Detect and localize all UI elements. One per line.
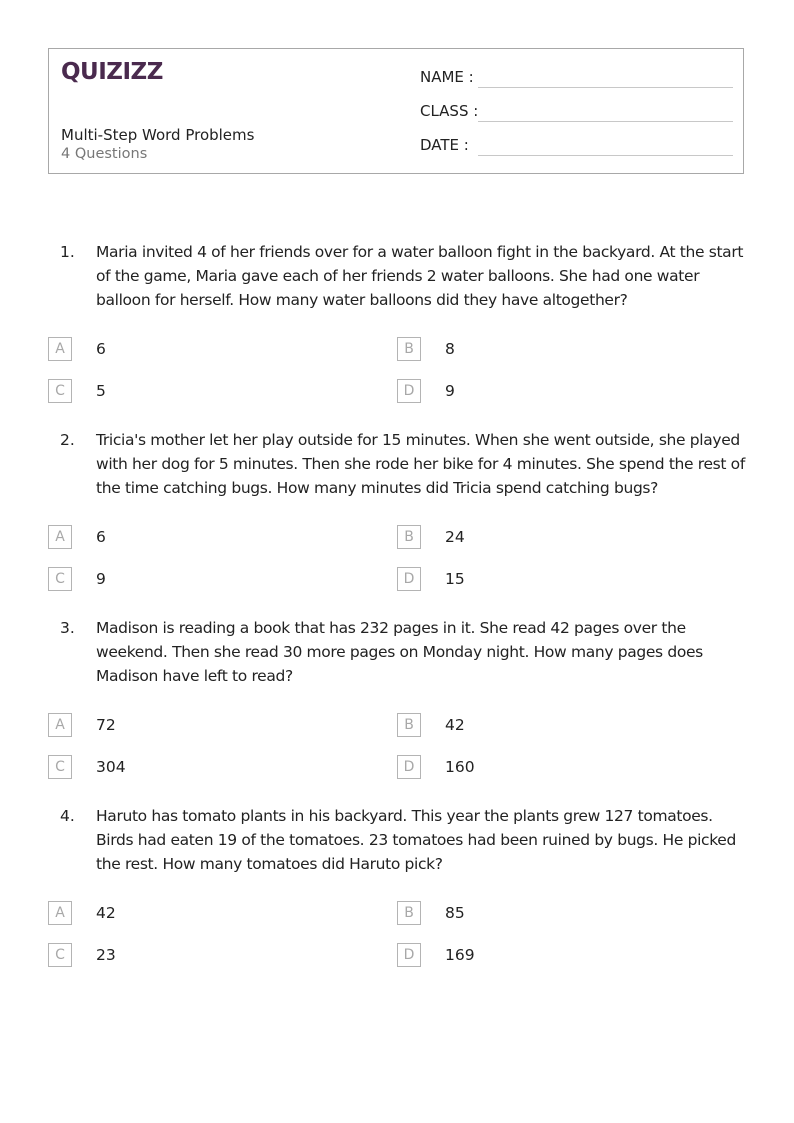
option-text: 8 — [445, 340, 455, 358]
option-text: 23 — [96, 946, 116, 964]
option-text: 24 — [445, 528, 465, 546]
option-text: 42 — [445, 716, 465, 734]
option-letter[interactable]: A — [48, 901, 72, 925]
option-text: 72 — [96, 716, 116, 734]
q4-option-d[interactable] — [397, 943, 697, 967]
name-field[interactable] — [420, 68, 733, 90]
option-text: 9 — [96, 570, 106, 588]
option-text: 5 — [96, 382, 106, 400]
q1-option-d[interactable] — [397, 379, 697, 403]
class-field[interactable] — [420, 102, 733, 124]
worksheet-title: Multi-Step Word Problems — [61, 126, 255, 144]
q4-option-b[interactable] — [397, 901, 697, 925]
date-label: DATE : — [420, 136, 469, 154]
option-letter[interactable]: D — [397, 755, 421, 779]
option-letter[interactable]: A — [48, 713, 72, 737]
q4-option-c[interactable] — [48, 943, 348, 967]
question-text: Maria invited 4 of her friends over for a water balloon fight in the backyard. At the start of the game, Maria gave each of her friends 2 water balloons. She had one water balloon for herself. How many water balloons did they have altogether? — [96, 243, 744, 309]
date-line[interactable] — [478, 155, 733, 156]
date-field[interactable] — [420, 136, 733, 158]
class-line[interactable] — [478, 121, 733, 122]
q2-option-c[interactable] — [48, 567, 348, 591]
question-text: Haruto has tomato plants in his backyard. This year the plants grew 127 tomatoes. Birds had eaten 19 of the tomatoes. 23 tomatoes had been ruined by bugs. He picked the rest. How many tomatoes did Haruto pick? — [96, 807, 736, 873]
option-letter[interactable]: D — [397, 379, 421, 403]
q2-option-b[interactable] — [397, 525, 697, 549]
option-letter[interactable]: B — [397, 525, 421, 549]
name-line[interactable] — [478, 87, 733, 88]
q3-option-c[interactable] — [48, 755, 348, 779]
q2-option-a[interactable] — [48, 525, 348, 549]
option-letter[interactable]: B — [397, 337, 421, 361]
question-number: 2. — [60, 431, 75, 449]
quizizz-logo: QUIZIZZ — [61, 59, 163, 85]
option-text: 9 — [445, 382, 455, 400]
option-letter[interactable]: B — [397, 713, 421, 737]
q3-option-d[interactable] — [397, 755, 697, 779]
option-text: 6 — [96, 528, 106, 546]
option-letter[interactable]: C — [48, 567, 72, 591]
q1-option-a[interactable] — [48, 337, 348, 361]
q3-option-a[interactable] — [48, 713, 348, 737]
option-letter[interactable]: C — [48, 943, 72, 967]
name-label: NAME : — [420, 68, 474, 86]
question-number: 4. — [60, 807, 75, 825]
q1-option-b[interactable] — [397, 337, 697, 361]
class-label: CLASS : — [420, 102, 479, 120]
worksheet-header — [48, 48, 744, 174]
question-number: 1. — [60, 243, 75, 261]
q3-option-b[interactable] — [397, 713, 697, 737]
question-text: Tricia's mother let her play outside for 15 minutes. When she went outside, she played with her dog for 5 minutes. Then she rode her bike for 4 minutes. She spend the rest of the time catching bugs. How many minutes did Tricia spend catching bugs? — [96, 431, 745, 497]
option-text: 15 — [445, 570, 465, 588]
option-letter[interactable]: D — [397, 567, 421, 591]
q2-option-d[interactable] — [397, 567, 697, 591]
q4-option-a[interactable] — [48, 901, 348, 925]
option-letter[interactable]: C — [48, 755, 72, 779]
option-letter[interactable]: C — [48, 379, 72, 403]
question-count: 4 Questions — [61, 146, 148, 162]
option-text: 169 — [445, 946, 475, 964]
option-text: 160 — [445, 758, 475, 776]
option-letter[interactable]: B — [397, 901, 421, 925]
option-text: 6 — [96, 340, 106, 358]
option-letter[interactable]: A — [48, 525, 72, 549]
question-number: 3. — [60, 619, 75, 637]
option-letter[interactable]: D — [397, 943, 421, 967]
option-letter[interactable]: A — [48, 337, 72, 361]
option-text: 85 — [445, 904, 465, 922]
option-text: 304 — [96, 758, 126, 776]
option-text: 42 — [96, 904, 116, 922]
q1-option-c[interactable] — [48, 379, 348, 403]
question-text: Madison is reading a book that has 232 pages in it. She read 42 pages over the weekend. Then she read 30 more pages on Monday night. How many pages does Madison have left to read? — [96, 619, 703, 685]
